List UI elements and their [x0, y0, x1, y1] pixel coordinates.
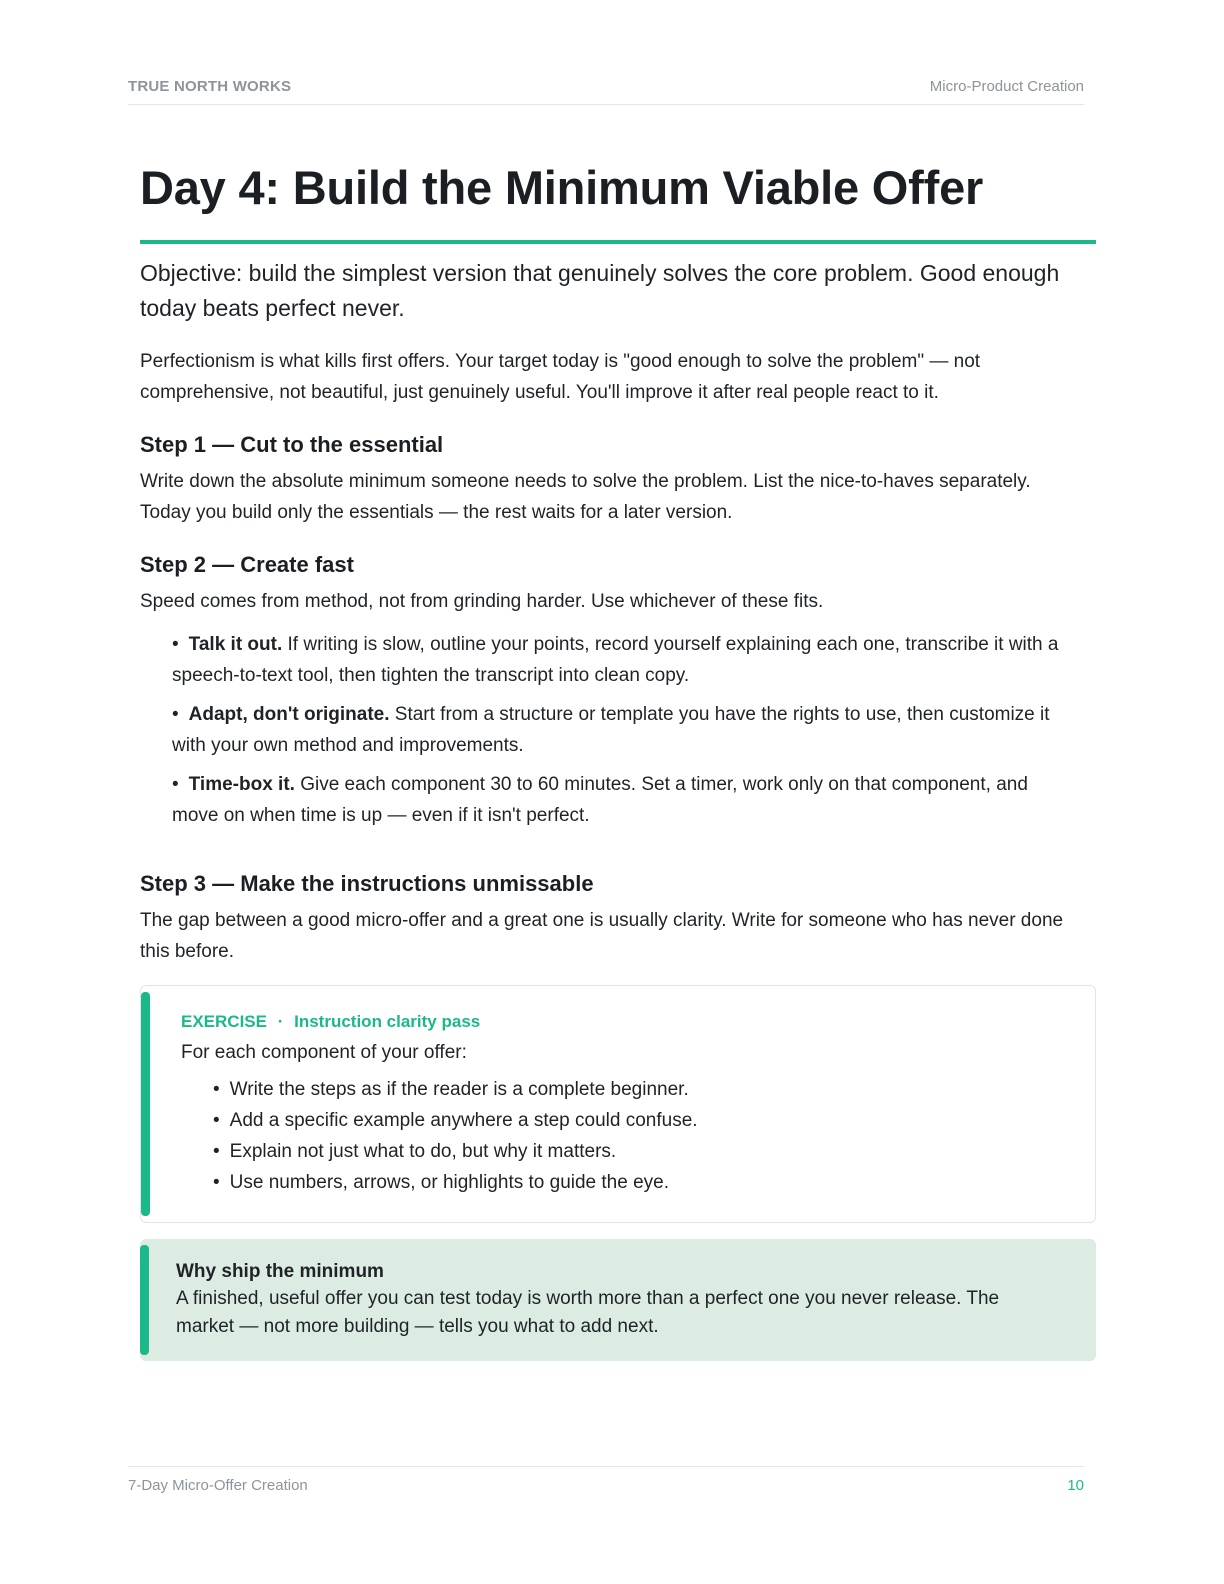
list-item-text: Start from a structure or template you have the rights to use, then customize it with your own method and improvements. [172, 704, 1050, 756]
bullet-icon: • [213, 1172, 220, 1193]
exercise-intro: For each component of your offer: [181, 1042, 467, 1063]
list-item [213, 1105, 1071, 1136]
exercise-label [181, 1010, 1071, 1034]
exercise-tag: EXERCISE [181, 1012, 267, 1031]
page-footer [128, 1466, 1084, 1507]
list-item-text: Give each component 30 to 60 minutes. Set a timer, work only on that component, and move on when time is up — even if it isn't perfect. [172, 774, 1028, 826]
page-number: 10 [1067, 1477, 1084, 1494]
step-3-section [140, 869, 1096, 967]
callout-title: Why ship the minimum [176, 1261, 384, 1282]
list-item-text: Write the steps as if the reader is a complete beginner. [229, 1079, 689, 1100]
exercise-box [140, 985, 1096, 1223]
bullet-icon: • [172, 774, 179, 795]
step-2-body: Speed comes from method, not from grinding harder. Use whichever of these fits. [140, 591, 824, 612]
bullet-icon: • [172, 704, 179, 725]
step-2-heading: Step 2 — Create fast [140, 552, 354, 577]
step-2-section [140, 550, 1096, 831]
exercise-accent-bar [141, 992, 150, 1216]
list-item [213, 1167, 1071, 1198]
footer-document-title: 7-Day Micro-Offer Creation [128, 1477, 308, 1494]
exercise-title: Instruction clarity pass [294, 1012, 481, 1031]
step-1-body: Write down the absolute minimum someone needs to solve the problem. List the nice-to-haves separately. Today you build only the essentials — the rest waits for a later version. [140, 471, 1031, 523]
list-item-lead: Adapt, don't originate. [188, 704, 390, 725]
list-item-text: Explain not just what to do, but why it matters. [229, 1141, 617, 1162]
bullet-icon: • [213, 1110, 220, 1131]
list-item-text: If writing is slow, outline your points, record yourself explaining each one, transcribe it with a speech-to-text tool, then tighten the transcript into clean copy. [172, 634, 1059, 686]
list-item [172, 699, 1072, 761]
list-item [172, 629, 1072, 691]
exercise-list [213, 1074, 1071, 1198]
title-divider [140, 240, 1096, 244]
section-name: Micro-Product Creation [929, 78, 1084, 95]
exercise-separator: · [277, 1012, 284, 1031]
page-content [140, 160, 1096, 1361]
list-item-text: Use numbers, arrows, or highlights to guide the eye. [229, 1172, 669, 1193]
method-list [172, 629, 1072, 831]
page-title: Day 4: Build the Minimum Viable Offer [140, 161, 984, 214]
callout-accent-bar [140, 1245, 149, 1355]
list-item [213, 1074, 1071, 1105]
list-item-lead: Time-box it. [188, 774, 295, 795]
page-header [128, 78, 1084, 105]
step-3-body: The gap between a good micro-offer and a great one is usually clarity. Write for someone who has never done this before. [140, 910, 1064, 962]
list-item-text: Add a specific example anywhere a step could confuse. [229, 1110, 698, 1131]
bullet-icon: • [172, 634, 179, 655]
step-1-section [140, 430, 1096, 528]
bullet-icon: • [213, 1141, 220, 1162]
callout-body: A finished, useful offer you can test today is worth more than a perfect one you never release. The market — not more building — tells you what to add next. [176, 1288, 1000, 1337]
list-item [213, 1136, 1071, 1167]
bullet-icon: • [213, 1079, 220, 1100]
brand-name: TRUE NORTH WORKS [128, 78, 292, 95]
objective-text: Objective: build the simplest version that genuinely solves the core problem. Good enough today beats perfect never. [140, 260, 1060, 321]
intro-paragraph: Perfectionism is what kills first offers. Your target today is "good enough to solve the problem" — not comprehensive, not beautiful, just genuinely useful. You'll improve it after real people react to it. [140, 351, 981, 403]
step-3-heading: Step 3 — Make the instructions unmissable [140, 871, 594, 896]
callout-box [140, 1239, 1096, 1361]
list-item [172, 769, 1072, 831]
step-1-heading: Step 1 — Cut to the essential [140, 432, 444, 457]
list-item-lead: Talk it out. [188, 634, 283, 655]
